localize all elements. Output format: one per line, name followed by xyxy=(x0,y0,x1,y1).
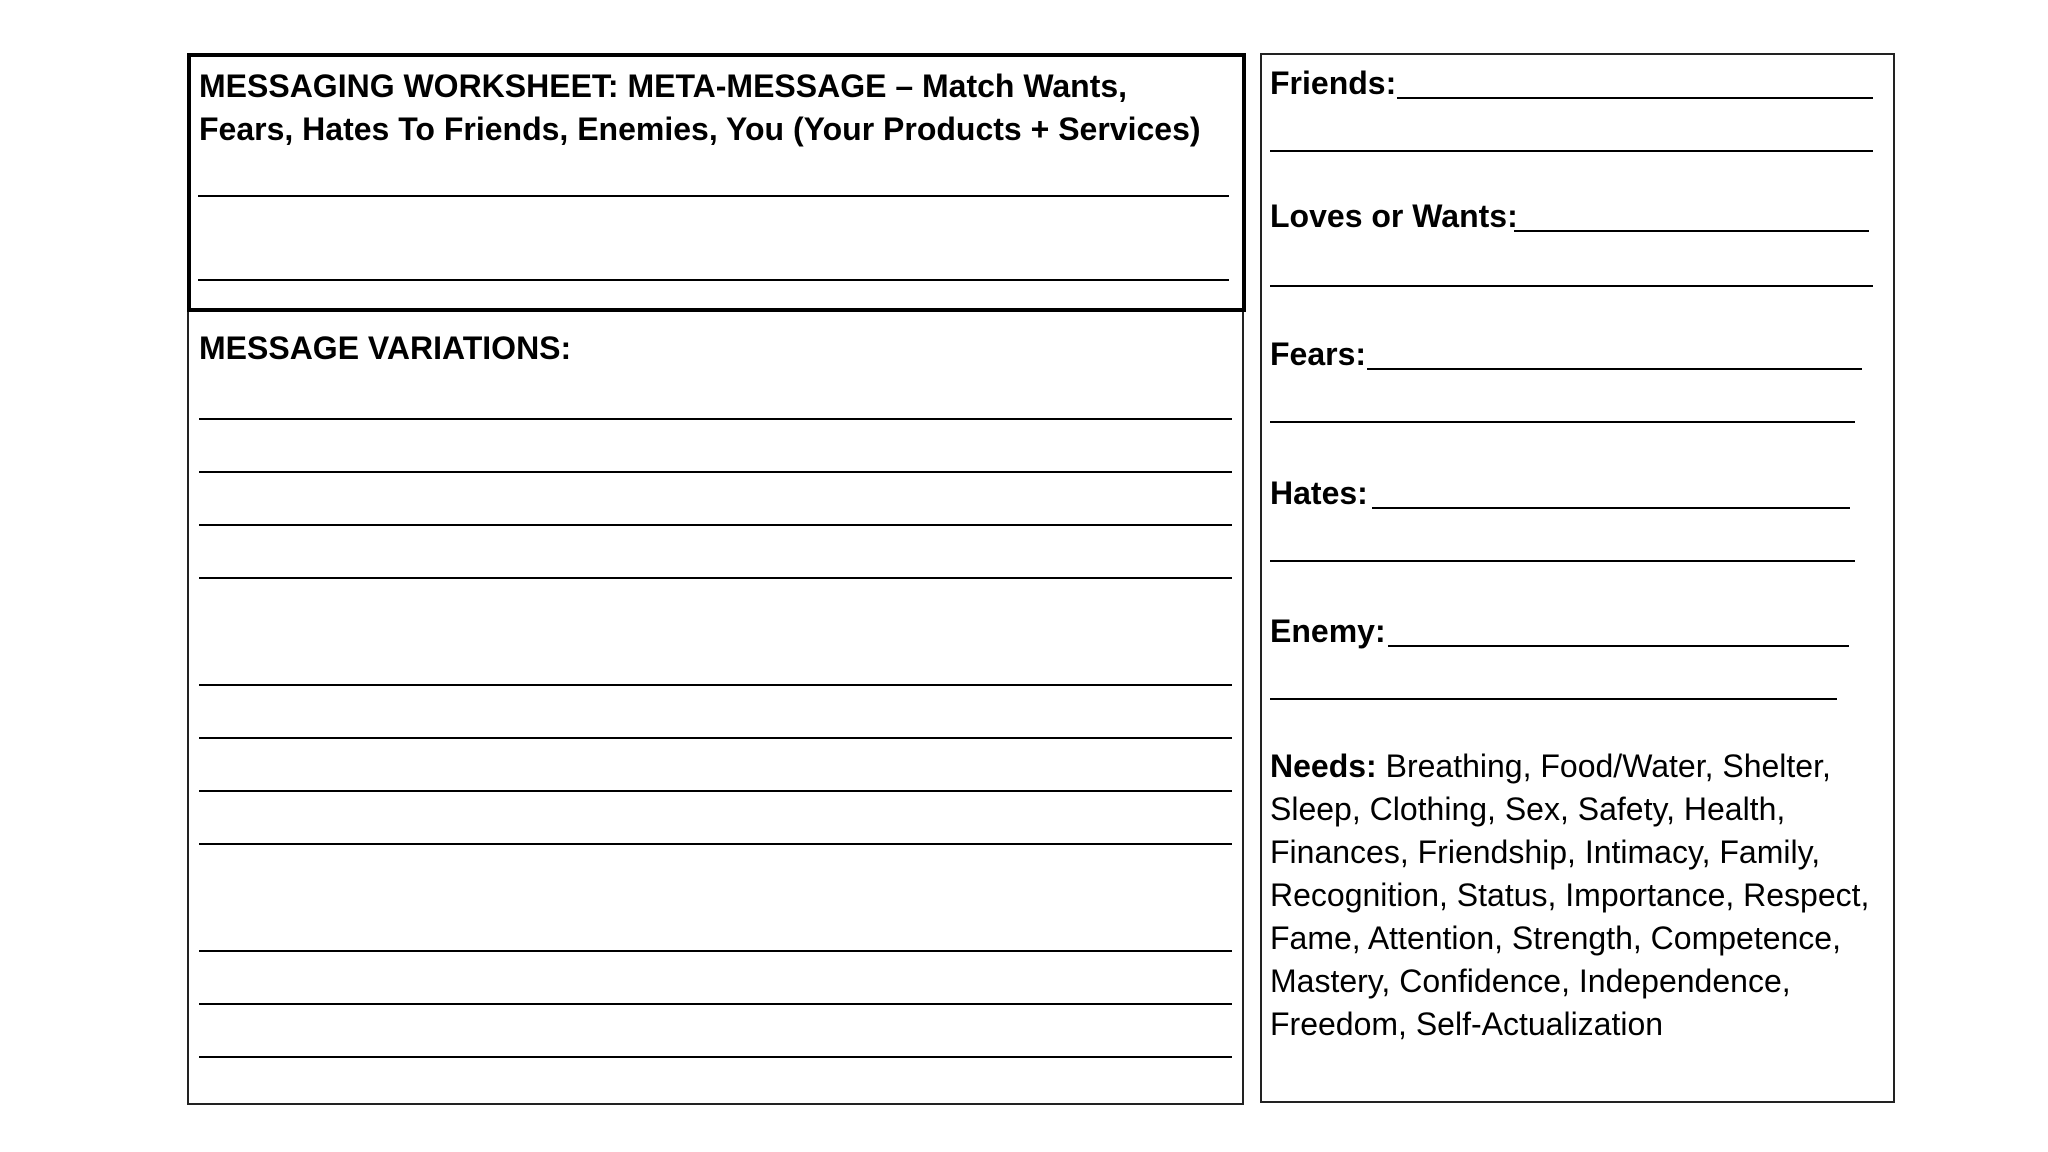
friends-label: Friends: xyxy=(1270,65,1397,101)
enemy-line[interactable] xyxy=(1388,645,1849,647)
loves-or-wants-label: Loves or Wants: xyxy=(1270,198,1518,234)
needs-label: Needs: xyxy=(1270,748,1377,784)
variation-line[interactable] xyxy=(199,1056,1232,1058)
variation-line[interactable] xyxy=(199,790,1232,792)
needs-list: Breathing, Food/Water, Shelter, Sleep, Clothing, Sex, Safety, Health, Finances, Friendship, Intimacy, Family, Recognition, Status, Importance, Respect, Fame, Attention, Strength, Competence, Mastery, Confidence, Independence, Freedom, Self-Actualization xyxy=(1270,748,1870,1042)
enemy-label: Enemy: xyxy=(1270,613,1386,649)
variation-line[interactable] xyxy=(199,1003,1232,1005)
hates-label: Hates: xyxy=(1270,475,1368,511)
fears-line[interactable] xyxy=(1367,368,1862,370)
worksheet-right-panel xyxy=(1260,53,1895,1103)
worksheet-left-panel xyxy=(187,53,1244,1105)
meta-message-line[interactable] xyxy=(198,195,1229,197)
fears-line[interactable] xyxy=(1270,421,1855,423)
fears-label: Fears: xyxy=(1270,336,1367,372)
variation-line[interactable] xyxy=(199,418,1232,420)
variation-line[interactable] xyxy=(199,843,1232,845)
message-variations-label: MESSAGE VARIATIONS: xyxy=(199,330,572,366)
friends-line[interactable] xyxy=(1270,150,1873,152)
hates-line[interactable] xyxy=(1270,560,1855,562)
variation-line[interactable] xyxy=(199,950,1232,952)
friends-line[interactable] xyxy=(1397,97,1873,99)
needs-block xyxy=(1270,745,1885,1046)
loves-or-wants-line[interactable] xyxy=(1270,285,1873,287)
hates-line[interactable] xyxy=(1372,507,1850,509)
enemy-line[interactable] xyxy=(1270,698,1837,700)
meta-message-line[interactable] xyxy=(198,279,1229,281)
worksheet-title: MESSAGING WORKSHEET: META-MESSAGE – Match Wants, Fears, Hates To Friends, Enemies, You (Your Products + Services) xyxy=(199,68,1201,147)
variation-line[interactable] xyxy=(199,471,1232,473)
variation-line[interactable] xyxy=(199,577,1232,579)
meta-message-box xyxy=(187,53,1246,312)
loves-or-wants-line[interactable] xyxy=(1514,230,1869,232)
variation-line[interactable] xyxy=(199,737,1232,739)
variation-line[interactable] xyxy=(199,524,1232,526)
variation-line[interactable] xyxy=(199,684,1232,686)
